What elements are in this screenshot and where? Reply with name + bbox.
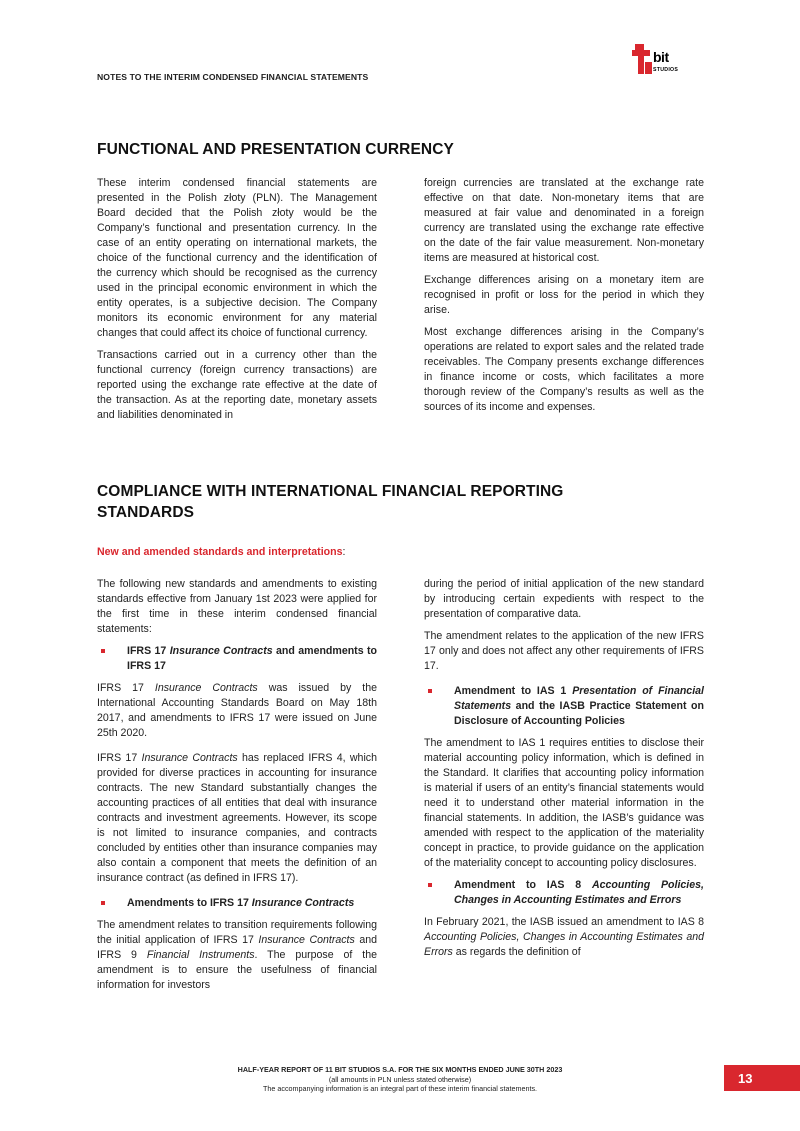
page-footer: [200, 1065, 600, 1094]
subheading-colon: :: [342, 546, 346, 558]
company-logo: [630, 42, 686, 82]
header-title: NOTES TO THE INTERIM CONDENSED FINANCIAL STATEMENTS: [97, 72, 369, 82]
paragraph: during the period of initial application of the new standard by introducing certain expedients with respect to the presentation of comparative data.: [424, 578, 704, 620]
section2-left-column: [97, 577, 377, 1000]
bullet-square-icon: [428, 689, 432, 693]
page-number: 13: [724, 1065, 800, 1091]
paragraph: The following new standards and amendments to existing standards effective from January 1st 2023 were applied for the first time in these interim condensed financial statements:: [97, 578, 377, 635]
paragraph: IFRS 17 Insurance Contracts has replaced IFRS 4, which provided for diverse practices in accounting for insurance contracts. The new Standard substantially changes the accounting practices of all entities that deal with insurance contracts and investment agreements. However, its scope is not limited to insurance companies, and contracts concluded by entities other than insurance companies may also contain a component that meets the definition of an insurance contract (as defined in IFRS 17).: [97, 752, 377, 884]
section1-right-column: [424, 176, 704, 422]
paragraph: Exchange differences arising on a monetary item are recognised in profit or loss for the period in which they arise.: [424, 274, 704, 316]
paragraph: The amendment to IAS 1 requires entities to disclose their material accounting policy information, which is defined in the Standard. It clarifies that accounting policy information is material if users of an entity’s financial statements would need it to understand other material information in the financial statements. In addition, the IASB’s guidance was amended with respect to the application of the materiality concept in practice, to provide guidance on the application of the materiality concept to accounting policy disclosures.: [424, 737, 704, 869]
paragraph: The amendment relates to transition requirements following the initial application of IFRS 17 Insurance Contracts and IFRS 9 Financial Instruments. The purpose of the amendment is to ensure the usefulness of financial information for investors: [97, 919, 377, 991]
paragraph: Most exchange differences arising in the Company’s operations are related to export sales and the related trade receivables. The Company presents exchange differences in finance income or costs, which facilitates a more thorough review of the Company’s results as well as the sources of its income and expenses.: [424, 326, 704, 413]
section-title-ifrs-compliance: COMPLIANCE WITH INTERNATIONAL FINANCIAL REPORTING STANDARDS: [97, 483, 564, 521]
logo-text-bit: bit: [653, 49, 669, 65]
logo-mark-icon: [630, 42, 654, 76]
section-title-functional-currency: FUNCTIONAL AND PRESENTATION CURRENCY: [97, 141, 454, 158]
bullet-square-icon: [428, 883, 432, 887]
paragraph: In February 2021, the IASB issued an amendment to IAS 8 Accounting Policies, Changes in Accounting Estimates and Errors as regards the definition of: [424, 916, 704, 958]
bullet-ifrs17-amendments: [97, 896, 377, 911]
subheading-new-standards: [97, 546, 345, 558]
bullet-ifrs17: [97, 644, 377, 674]
bullet-text: Amendments to IFRS 17 Insurance Contracts: [127, 897, 355, 909]
footer-report-title: HALF-YEAR REPORT OF 11 BIT STUDIOS S.A. FOR THE SIX MONTHS ENDED JUNE 30TH 2023: [237, 1065, 563, 1074]
bullet-text: IFRS 17 Insurance Contracts and amendments to IFRS 17: [127, 645, 378, 672]
bullet-ias1: [424, 684, 704, 729]
subheading-label: New and amended standards and interpretations: [97, 546, 343, 558]
section1-left-column: [97, 176, 377, 430]
bullet-text: Amendment to IAS 1 Presentation of Financial Statements and the IASB Practice Statement on Disclosure of Accounting Policies: [454, 685, 704, 727]
bullet-square-icon: [101, 649, 105, 653]
paragraph: foreign currencies are translated at the exchange rate effective on that date. Non-monetary items that are measured at fair value and denominated in a foreign currency are translated using the exchange rate effective on the date of the fair value measurement. Non-monetary items are measured at historical cost.: [424, 177, 704, 264]
footer-currency-note: (all amounts in PLN unless stated otherwise): [328, 1074, 472, 1084]
bullet-ias8: [424, 878, 704, 908]
paragraph: The amendment relates to the application of the new IFRS 17 only and does not affect any other requirements of IFRS 17.: [424, 630, 704, 672]
footer-disclaimer: The accompanying information is an integral part of these interim financial statements.: [262, 1084, 538, 1094]
paragraph: IFRS 17 Insurance Contracts was issued by the International Accounting Standards Board on May 18th 2017, and amendments to IFRS 17 were issued on June 25th 2020.: [97, 682, 377, 739]
bullet-text: Amendment to IAS 8 Accounting Policies, Changes in Accounting Estimates and Errors: [454, 879, 704, 906]
section2-right-column: [424, 577, 704, 967]
logo-text-studios: STUDIOS: [653, 67, 679, 73]
paragraph: These interim condensed financial statements are presented in the Polish złoty (PLN). The Management Board decided that the Polish złoty would be the Company’s functional and presentation currency. In the case of an entity operating on international markets, the choice of the functional currency and the identification of the currency which should be recognised as the currency used in the principal economic environment in which the entity operates, is a subjective decision. The Company monitors its economic environment for any material changes that could affect its choice of functional currency.: [97, 177, 377, 339]
paragraph: Transactions carried out in a currency other than the functional currency (foreign currency transactions) are reported using the exchange rate effective at the date of the transaction. As at the reporting date, monetary assets and liabilities denominated in: [97, 349, 377, 421]
bullet-square-icon: [101, 901, 105, 905]
